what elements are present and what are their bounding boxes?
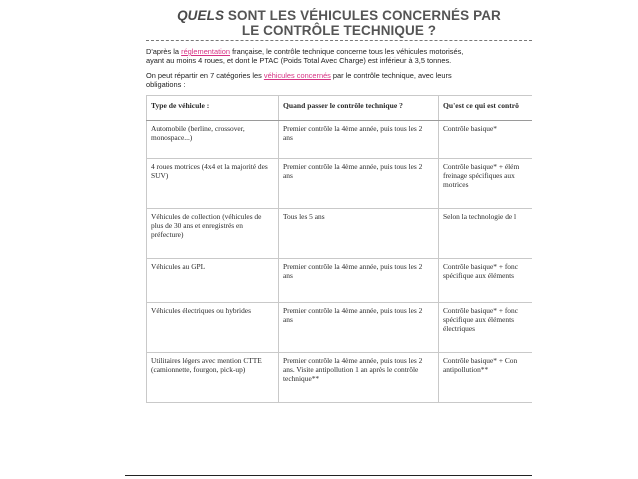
cell-when: Tous les 5 ans (279, 209, 439, 259)
table-row (147, 209, 533, 259)
page-title (146, 8, 532, 38)
cell-when: Premier contrôle la 4ème année, puis tous les 2 ans (279, 159, 439, 209)
title-divider (146, 40, 532, 41)
cell-when: Premier contrôle la 4ème année, puis tous les 2 ans (279, 303, 439, 353)
intro-p1-before: D'après la (146, 47, 182, 56)
table-wrapper (146, 95, 532, 403)
title-italic-word: QUELS (177, 8, 225, 23)
cell-what: Contrôle basique* (439, 121, 533, 159)
cell-what: Contrôle basique* + fonc spécifique aux éléments (439, 259, 533, 303)
table-header-row (147, 96, 533, 121)
document-page (146, 8, 532, 479)
intro-p2-before: On peut répartir en 7 catégories les (146, 71, 264, 80)
cell-what: Contrôle basique* + fonc spécifique aux éléments électriques (439, 303, 533, 353)
cell-when: Premier contrôle la 4ème année, puis tous les 2 ans (279, 121, 439, 159)
title-line2: LE CONTRÔLE TECHNIQUE ? (241, 23, 437, 38)
table-row (147, 121, 533, 159)
header-vehicle-type: Type de véhicule : (147, 96, 279, 121)
header-what: Qu'est ce qui est contrô (439, 96, 533, 121)
intro-paragraph-2 (146, 71, 476, 89)
cell-what: Contrôle basique* + élém freinage spécifiques aux motrices (439, 159, 533, 209)
intro-paragraph-1 (146, 47, 476, 65)
cell-when: Premier contrôle la 4ème année, puis tous les 2 ans. Visite antipollution 1 an après le contrôle technique** (279, 353, 439, 403)
table-row (147, 353, 533, 403)
table-row (147, 259, 533, 303)
cell-vehicle-type: Utilitaires légers avec mention CTTE (camionnette, fourgon, pick-up) (147, 353, 279, 403)
table-row (147, 159, 533, 209)
cell-what: Contrôle basique* + Con antipollution** (439, 353, 533, 403)
intro-p2-after: par le contrôle technique, avec leurs obligations : (146, 71, 452, 89)
bottom-divider (125, 475, 532, 476)
vehicules-concernes-link[interactable]: véhicules concernés (263, 71, 331, 80)
cell-what: Selon la technologie de l (439, 209, 533, 259)
cell-vehicle-type: 4 roues motrices (4x4 et la majorité des SUV) (147, 159, 279, 209)
header-when: Quand passer le contrôle technique ? (279, 96, 439, 121)
cell-vehicle-type: Véhicules au GPL (147, 259, 279, 303)
title-line1-rest: SONT LES VÉHICULES CONCERNÉS PAR (224, 8, 501, 23)
cell-vehicle-type: Véhicules électriques ou hybrides (147, 303, 279, 353)
intro-p1-after: française, le contrôle technique concerne tous les véhicules motorisés, ayant au moins 4 roues, et dont le PTAC (Poids Total Avec Charge) est inférieur à 3,5 tonnes. (146, 47, 464, 65)
cell-vehicle-type: Automobile (berline, crossover, monospace...) (147, 121, 279, 159)
table-row (147, 303, 533, 353)
reglementation-link[interactable]: réglementation (181, 47, 231, 56)
vehicle-table (146, 95, 532, 403)
cell-vehicle-type: Véhicules de collection (véhicules de plus de 30 ans et enregistrés en préfecture) (147, 209, 279, 259)
cell-when: Premier contrôle la 4ème année, puis tous les 2 ans (279, 259, 439, 303)
